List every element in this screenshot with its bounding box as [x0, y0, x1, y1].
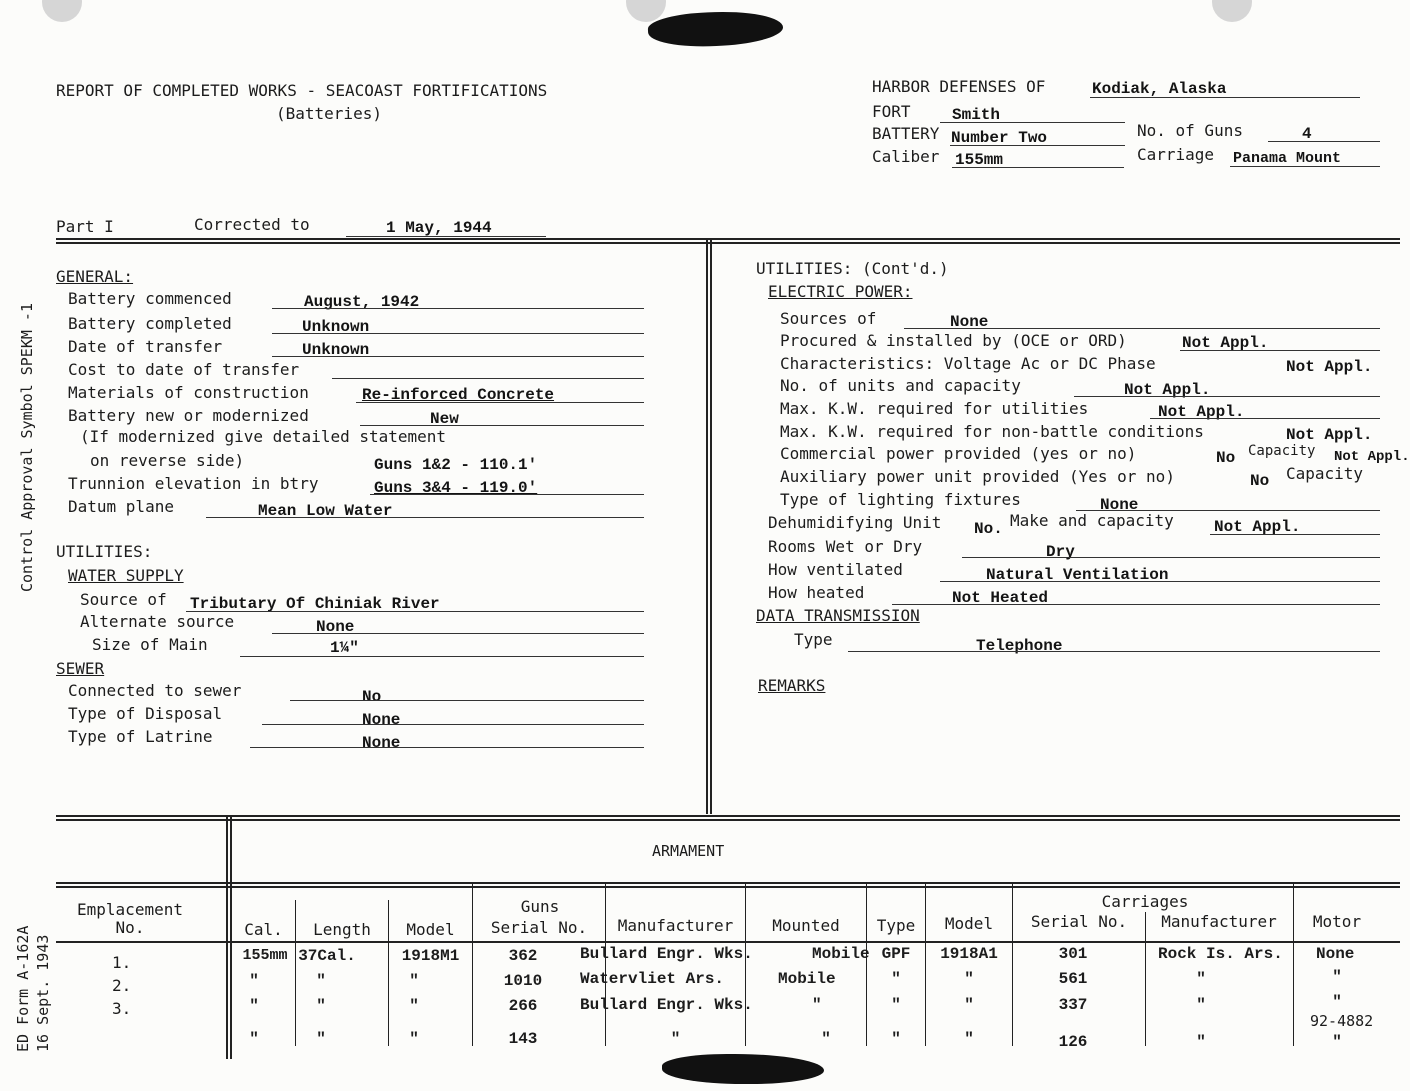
- main-size-label: Size of Main: [92, 635, 208, 654]
- cell-carriage-model: ": [964, 996, 974, 1014]
- cost-underline: [332, 378, 644, 379]
- auxiliary-capacity-label: Capacity: [1286, 464, 1364, 483]
- armament-header-line: [56, 882, 1400, 884]
- cell-type: ": [891, 1030, 901, 1048]
- control-approval-text: Control Approval Symbol SPEKM -1: [18, 303, 36, 592]
- col-carriage-model: Model: [944, 914, 994, 933]
- carriage-value: Panama Mount: [1233, 150, 1342, 167]
- auxiliary-power-value: No: [1250, 472, 1270, 490]
- heated-label: How heated: [768, 583, 865, 602]
- transfer-underline: [272, 356, 644, 357]
- cell-motor: None: [1316, 945, 1355, 963]
- cell-cal: 155mm: [242, 947, 288, 964]
- col-type: Type: [876, 916, 916, 935]
- commenced-value: August, 1942: [304, 293, 420, 311]
- cell-mounted: Mobile: [778, 970, 836, 988]
- col-carriage-manufacturer: Manufacturer: [1161, 912, 1277, 931]
- cell-gun-manufacturer: Bullard Engr. Wks.: [580, 945, 753, 963]
- trunnion-label: Trunnion elevation in btry: [68, 474, 319, 493]
- battery-label: BATTERY: [872, 124, 940, 143]
- completed-label: Battery completed: [68, 314, 232, 333]
- alternate-source-underline: [272, 633, 644, 634]
- harbor-label: HARBOR DEFENSES OF: [872, 77, 1046, 96]
- completed-value: Unknown: [302, 318, 370, 336]
- col-gun-model: Model: [406, 920, 455, 939]
- cell-type: ": [891, 970, 901, 988]
- water-source-value: Tributary Of Chiniak River: [190, 595, 440, 613]
- corrected-label: Corrected to: [194, 215, 310, 234]
- caliber-value: 155mm: [955, 151, 1004, 169]
- max-kw-nonbattle-label: Max. K.W. required for non-battle conditions: [780, 422, 1204, 441]
- armament-col-line: [605, 884, 606, 1046]
- completed-underline: [272, 333, 644, 334]
- new-value: New: [430, 410, 459, 428]
- water-source-underline: [186, 611, 644, 612]
- harbor-underline: [1090, 97, 1360, 98]
- cell-carriage-manufacturer: Rock Is. Ars.: [1158, 945, 1283, 963]
- col-motor: Motor: [1312, 912, 1362, 931]
- dehumidifying-label: Dehumidifying Unit: [768, 513, 942, 532]
- materials-value: Re-inforced Concrete: [362, 386, 555, 404]
- cell-gun-manufacturer: Watervliet Ars.: [580, 970, 725, 988]
- cell-carriage-model: ": [964, 1030, 974, 1048]
- guns-value: 4: [1302, 125, 1312, 143]
- connected-sewer-label: Connected to sewer: [68, 681, 242, 700]
- column-divider-2: [710, 238, 712, 814]
- utilities-contd-heading: UTILITIES: (Cont'd.): [756, 259, 949, 278]
- dehumidifying-make-value: Not Appl.: [1214, 518, 1301, 536]
- cell-gun-model: ": [409, 972, 419, 990]
- auxiliary-power-label: Auxiliary power unit provided (Yes or no): [780, 467, 1175, 486]
- frame-top-line: [56, 238, 1400, 240]
- connected-sewer-value: No: [362, 688, 382, 706]
- cell-cal: ": [249, 1030, 259, 1048]
- cell-type: ": [891, 996, 901, 1014]
- col-length: Length: [313, 920, 371, 939]
- cell-gun-model: ": [409, 1030, 419, 1048]
- cell-motor: ": [1332, 968, 1342, 986]
- commenced-underline: [272, 308, 644, 309]
- materials-underline: [356, 402, 644, 403]
- main-size-underline: [240, 656, 644, 657]
- disposal-label: Type of Disposal: [68, 704, 223, 723]
- armament-col-line: [745, 884, 746, 1046]
- electric-power-heading: ELECTRIC POWER:: [768, 282, 913, 301]
- lighting-value: None: [1100, 496, 1139, 514]
- carriages-group-header: Carriages: [1101, 892, 1189, 911]
- disposal-underline: [262, 724, 644, 725]
- trunnion-value-2: Guns 3&4 - 119.0': [374, 479, 538, 497]
- cell-carriage-manufacturer: ": [1196, 970, 1206, 988]
- report-title: REPORT OF COMPLETED WORKS - SEACOAST FORTIFICATIONS: [56, 81, 548, 100]
- cell-motor: ": [1332, 1033, 1342, 1051]
- cell-carriage-model: ": [964, 970, 974, 988]
- battery-underline: [950, 145, 1125, 146]
- guns-label: No. of Guns: [1137, 121, 1243, 140]
- cell-length: ": [316, 1030, 326, 1048]
- fort-value: Smith: [952, 106, 1001, 124]
- general-heading: GENERAL:: [56, 267, 134, 286]
- latrine-underline: [250, 747, 644, 748]
- corrected-value: 1 May, 1944: [386, 219, 492, 237]
- col-gun-serial: Serial No.: [490, 918, 588, 937]
- ventilated-label: How ventilated: [768, 560, 903, 579]
- armament-header-line-2: [56, 886, 1400, 888]
- datum-underline: [206, 517, 644, 518]
- procured-label: Procured & installed by (OCE or ORD): [780, 331, 1127, 350]
- heated-value: Not Heated: [952, 589, 1049, 607]
- armament-col-line: [925, 884, 926, 1046]
- corrected-underline: [346, 236, 546, 237]
- main-size-value: 1¼": [330, 639, 359, 657]
- cost-label: Cost to date of transfer: [68, 360, 300, 379]
- armament-heading: ARMAMENT: [652, 842, 725, 860]
- fort-underline: [940, 122, 1125, 123]
- procured-value: Not Appl.: [1182, 334, 1269, 352]
- new-underline: [360, 425, 644, 426]
- emplacement-header: Emplacement No.: [77, 900, 183, 937]
- harbor-value: Kodiak, Alaska: [1092, 80, 1227, 98]
- cell-cal: ": [249, 972, 259, 990]
- cell-carriage-manufacturer: ": [1196, 1033, 1206, 1051]
- modernized-note-1: (If modernized give detailed statement: [80, 427, 447, 446]
- cell-carriage-model: 1918A1: [940, 945, 998, 963]
- part-label: Part I: [56, 217, 114, 236]
- emplacement-1: 1.: [112, 953, 132, 972]
- armament-col-line: [1012, 884, 1013, 1046]
- armament-col-line: [866, 884, 867, 1046]
- column-divider: [706, 238, 708, 814]
- commercial-capacity-value: Not Appl.: [1334, 449, 1410, 465]
- heated-underline: [892, 604, 1380, 605]
- transmission-type-value: Telephone: [976, 637, 1063, 655]
- cell-gun-serial: 143: [508, 1030, 538, 1048]
- max-kw-utilities-label: Max. K.W. required for utilities: [780, 399, 1089, 418]
- rooms-label: Rooms Wet or Dry: [768, 537, 923, 556]
- cell-length: ": [316, 972, 326, 990]
- cell-mounted: ": [821, 1030, 831, 1048]
- caliber-label: Caliber: [872, 147, 940, 166]
- frame-bottom-line: [56, 815, 1400, 817]
- alternate-source-label: Alternate source: [80, 612, 235, 631]
- transmission-type-underline: [848, 651, 1380, 652]
- characteristics-value: Not Appl.: [1286, 358, 1373, 376]
- max-kw-nonbattle-value: Not Appl.: [1286, 426, 1373, 444]
- armament-col-line: [472, 884, 473, 1046]
- power-sources-underline: [904, 328, 1380, 329]
- cell-carriage-serial: 301: [1058, 945, 1088, 963]
- modernized-note-2: on reverse side): [90, 451, 245, 470]
- cell-gun-manufacturer: ": [670, 1030, 681, 1048]
- commercial-power-label: Commercial power provided (yes or no): [780, 444, 1137, 463]
- transmission-type-label: Type: [794, 630, 833, 649]
- cell-gun-serial: 362: [508, 947, 538, 965]
- fort-label: FORT: [872, 102, 911, 121]
- units-capacity-label: No. of units and capacity: [780, 376, 1021, 395]
- col-gun-manufacturer: Manufacturer: [617, 916, 734, 935]
- dehumidifying-make-label: Make and capacity: [1010, 511, 1174, 530]
- cell-length: 37Cal.: [298, 947, 356, 965]
- punch-hole: [1212, 0, 1252, 22]
- procured-underline: [1180, 350, 1380, 351]
- datum-label: Datum plane: [68, 497, 174, 516]
- col-cal: Cal.: [244, 920, 283, 939]
- units-capacity-value: Not Appl.: [1124, 381, 1211, 399]
- cell-mounted: ": [812, 996, 822, 1014]
- dehumidifying-value: No.: [974, 520, 1003, 538]
- power-sources-label: Sources of: [780, 309, 877, 328]
- frame-bottom-line-2: [56, 819, 1400, 821]
- data-transmission-heading: DATA TRANSMISSION: [756, 606, 920, 625]
- max-kw-utilities-value: Not Appl.: [1158, 403, 1245, 421]
- emplacement-2: 2.: [112, 976, 132, 995]
- materials-label: Materials of construction: [68, 383, 309, 402]
- redaction-mark-top: [647, 8, 784, 49]
- col-mounted: Mounted: [772, 916, 840, 935]
- characteristics-label: Characteristics: Voltage Ac or DC Phase: [780, 354, 1156, 373]
- caliber-underline: [952, 167, 1124, 168]
- punch-hole: [42, 0, 82, 22]
- battery-value: Number Two: [951, 129, 1048, 147]
- remarks-heading: REMARKS: [758, 676, 826, 695]
- cell-cal: ": [249, 997, 259, 1015]
- carriage-label: Carriage: [1137, 145, 1215, 164]
- power-sources-value: None: [950, 313, 989, 331]
- disposal-value: None: [362, 711, 401, 729]
- armament-body-line: [56, 941, 1400, 943]
- units-capacity-underline: [1074, 396, 1380, 397]
- connected-sewer-underline: [290, 700, 644, 701]
- commercial-capacity-label: Capacity: [1248, 443, 1316, 459]
- cell-gun-serial: 1010: [503, 972, 543, 990]
- cell-gun-serial: 266: [508, 997, 538, 1015]
- form-number: ED Form A-162A: [14, 925, 32, 1052]
- utilities-heading: UTILITIES:: [56, 542, 153, 561]
- commercial-power-value: No: [1216, 449, 1236, 467]
- transfer-label: Date of transfer: [68, 337, 223, 356]
- ventilated-underline: [940, 581, 1380, 582]
- emplacement-3: 3.: [112, 999, 132, 1018]
- water-source-label: Source of: [80, 590, 167, 609]
- cell-gun-manufacturer: Bullard Engr. Wks.: [580, 996, 753, 1014]
- guns-underline: [1268, 141, 1380, 142]
- frame-top-line-2: [56, 242, 1400, 244]
- cell-length: ": [316, 997, 326, 1015]
- cell-gun-model: 1918M1: [401, 947, 460, 965]
- cell-carriage-serial: 561: [1058, 970, 1088, 988]
- report-subtitle: (Batteries): [276, 104, 382, 123]
- armament-col-line: [1293, 884, 1294, 1046]
- guns-group-header: Guns: [520, 897, 560, 916]
- rooms-value: Dry: [1046, 543, 1075, 561]
- cell-carriage-serial: 126: [1058, 1033, 1088, 1051]
- commenced-label: Battery commenced: [68, 289, 232, 308]
- transfer-value: Unknown: [302, 341, 370, 359]
- new-label: Battery new or modernized: [68, 406, 309, 425]
- cell-motor: ": [1332, 993, 1342, 1011]
- cell-type: GPF: [881, 945, 911, 963]
- cell-mounted: Mobile: [812, 945, 870, 963]
- dehumidifying-underline: [1210, 534, 1380, 535]
- carriage-underline: [1230, 166, 1380, 167]
- latrine-value: None: [362, 734, 401, 752]
- sewer-heading: SEWER: [56, 659, 105, 678]
- col-carriage-serial: Serial No.: [1030, 912, 1128, 931]
- max-kw-utilities-underline: [1150, 418, 1380, 419]
- cell-carriage-manufacturer: ": [1196, 996, 1206, 1014]
- lighting-label: Type of lighting fixtures: [780, 490, 1021, 509]
- redaction-mark-bottom: [662, 1054, 824, 1084]
- water-supply-heading: WATER SUPPLY: [68, 566, 184, 585]
- stamp-number: 92-4882: [1310, 1012, 1374, 1030]
- cell-carriage-serial: 337: [1058, 996, 1088, 1014]
- latrine-label: Type of Latrine: [68, 727, 213, 746]
- armament-left-border: [226, 815, 228, 1059]
- ventilated-value: Natural Ventilation: [986, 566, 1169, 584]
- form-date: 16 Sept. 1943: [34, 934, 52, 1052]
- rooms-underline: [962, 557, 1380, 558]
- alternate-source-value: None: [316, 618, 355, 636]
- datum-value: Mean Low Water: [258, 502, 393, 520]
- trunnion-value-1: Guns 1&2 - 110.1': [374, 456, 538, 474]
- cell-gun-model: ": [409, 997, 419, 1015]
- trunnion-underline: [370, 494, 644, 495]
